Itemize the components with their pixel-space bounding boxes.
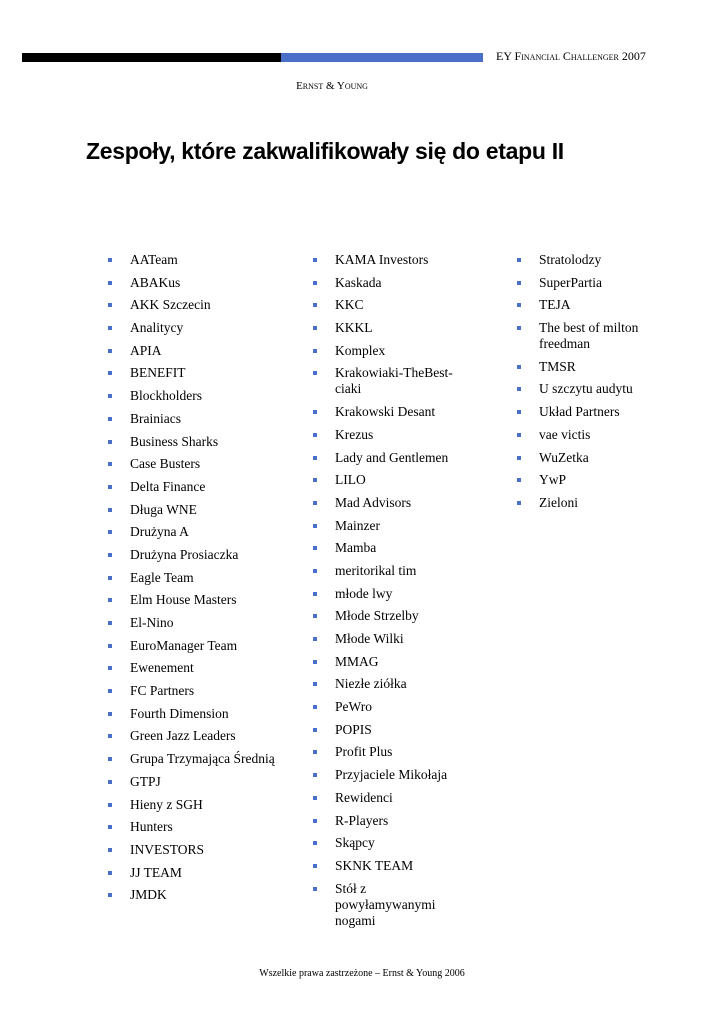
team-list-item [517, 495, 657, 511]
team-name: WuZetka [539, 449, 589, 465]
square-bullet-icon [108, 848, 112, 852]
square-bullet-icon [108, 394, 112, 398]
team-list-item [108, 297, 278, 313]
square-bullet-icon [517, 303, 521, 307]
team-list-item [108, 411, 278, 427]
team-list-item [313, 472, 463, 488]
team-list-item [108, 547, 278, 563]
square-bullet-icon [517, 478, 521, 482]
page-footer: Wszelkie prawa zastrzeżone – Ernst & Young 2006 [259, 968, 465, 979]
square-bullet-icon [108, 689, 112, 693]
square-bullet-icon [108, 712, 112, 716]
header-bar-blue [281, 53, 483, 62]
square-bullet-icon [313, 819, 317, 823]
team-list-item [108, 683, 278, 699]
team-name: Blockholders [130, 388, 202, 404]
square-bullet-icon [517, 365, 521, 369]
square-bullet-icon [313, 637, 317, 641]
square-bullet-icon [517, 501, 521, 505]
team-list-item [517, 359, 657, 375]
team-name: Krakowiaki-TheBest-ciaki [335, 365, 453, 397]
square-bullet-icon [108, 417, 112, 421]
team-name: MMAG [335, 653, 379, 669]
team-list-item [313, 858, 463, 874]
square-bullet-icon [108, 757, 112, 761]
team-name: Stół z powyłamywanymi nogami [335, 880, 436, 928]
square-bullet-icon [108, 440, 112, 444]
square-bullet-icon [517, 258, 521, 262]
team-list-item [108, 819, 278, 835]
team-name: POPIS [335, 721, 372, 737]
square-bullet-icon [313, 750, 317, 754]
team-list-item [108, 887, 278, 903]
team-name: Młode Strzelby [335, 608, 419, 624]
square-bullet-icon [108, 734, 112, 738]
team-name: INVESTORS [130, 841, 205, 857]
square-bullet-icon [313, 569, 317, 573]
team-list-item [313, 252, 463, 268]
team-list-item [108, 751, 278, 767]
team-name: PeWro [335, 699, 372, 715]
team-list-item [108, 865, 278, 881]
team-list-item [108, 615, 278, 631]
square-bullet-icon [313, 456, 317, 460]
team-name: AATeam [130, 252, 178, 267]
square-bullet-icon [313, 796, 317, 800]
team-list-item [517, 450, 657, 466]
team-name: Drużyna Prosiaczka [130, 546, 239, 562]
team-list-item [313, 427, 463, 443]
team-name: Kaskada [335, 274, 382, 290]
team-list-item [517, 320, 657, 352]
team-list-item [313, 722, 463, 738]
team-list-item [108, 842, 278, 858]
square-bullet-icon [517, 387, 521, 391]
team-list-item [108, 638, 278, 654]
team-name: Stratolodzy [539, 252, 602, 267]
team-name: Lady and Gentlemen [335, 449, 449, 465]
team-list-item [313, 608, 463, 624]
team-name: Drużyna A [130, 524, 189, 540]
square-bullet-icon [108, 303, 112, 307]
square-bullet-icon [517, 326, 521, 330]
square-bullet-icon [313, 258, 317, 262]
team-name: YwP [539, 472, 567, 488]
team-list-item [108, 343, 278, 359]
square-bullet-icon [313, 371, 317, 375]
team-name: Krakowski Desant [335, 404, 436, 420]
team-list-item [108, 774, 278, 790]
team-name: Krezus [335, 426, 374, 442]
square-bullet-icon [313, 614, 317, 618]
square-bullet-icon [108, 462, 112, 466]
team-list-item [108, 275, 278, 291]
square-bullet-icon [313, 705, 317, 709]
team-name: vae victis [539, 426, 591, 442]
team-name: SuperPartia [539, 274, 602, 290]
square-bullet-icon [313, 349, 317, 353]
team-name: młode lwy [335, 585, 393, 601]
square-bullet-icon [313, 478, 317, 482]
team-name: BENEFIT [130, 365, 186, 381]
square-bullet-icon [313, 682, 317, 686]
team-name: Mad Advisors [335, 494, 412, 510]
square-bullet-icon [313, 326, 317, 330]
team-name: Business Sharks [130, 433, 219, 449]
square-bullet-icon [313, 524, 317, 528]
team-name: KAMA Investors [335, 252, 429, 267]
team-list-item [517, 404, 657, 420]
team-list-item [517, 381, 657, 397]
team-list-item [108, 797, 278, 813]
team-list-item [313, 813, 463, 829]
team-list-item [313, 365, 463, 397]
team-name: Green Jazz Leaders [130, 728, 236, 744]
team-list-column-2 [313, 252, 463, 935]
square-bullet-icon [517, 433, 521, 437]
team-name: Mamba [335, 540, 377, 556]
team-list-column-1 [108, 252, 278, 910]
team-name: Eagle Team [130, 569, 194, 585]
team-name: Rewidenci [335, 789, 393, 805]
team-list-item [313, 767, 463, 783]
square-bullet-icon [108, 349, 112, 353]
team-list-item [108, 660, 278, 676]
team-name: TMSR [539, 358, 576, 374]
team-name: R-Players [335, 812, 389, 828]
team-name: FC Partners [130, 683, 195, 699]
team-name: TEJA [539, 297, 571, 313]
square-bullet-icon [108, 893, 112, 897]
header-bar-black [22, 53, 281, 62]
square-bullet-icon [108, 871, 112, 875]
square-bullet-icon [313, 841, 317, 845]
square-bullet-icon [108, 371, 112, 375]
team-list-item [517, 275, 657, 291]
square-bullet-icon [108, 666, 112, 670]
square-bullet-icon [313, 281, 317, 285]
team-name: Hunters [130, 819, 173, 835]
team-name: EuroManager Team [130, 637, 238, 653]
team-list-item [108, 592, 278, 608]
team-list-item [313, 320, 463, 336]
team-list-item [313, 540, 463, 556]
team-list-item [108, 365, 278, 381]
square-bullet-icon [313, 864, 317, 868]
team-list-item [108, 252, 278, 268]
team-name: Case Busters [130, 456, 201, 472]
square-bullet-icon [313, 303, 317, 307]
team-name: Profit Plus [335, 744, 393, 760]
team-name: U szczytu audytu [539, 381, 633, 397]
team-list-item [108, 728, 278, 744]
team-list-item [517, 252, 657, 268]
team-name: Mainzer [335, 517, 380, 533]
team-list-item [108, 570, 278, 586]
team-name: Komplex [335, 342, 386, 358]
team-list-item [313, 744, 463, 760]
square-bullet-icon [108, 508, 112, 512]
team-list-item [108, 320, 278, 336]
team-list-item [108, 524, 278, 540]
team-name: KKC [335, 297, 364, 313]
square-bullet-icon [313, 592, 317, 596]
team-name: LILO [335, 472, 366, 488]
square-bullet-icon [517, 410, 521, 414]
team-list-item [517, 297, 657, 313]
team-name: El-Nino [130, 615, 174, 630]
team-name: Hieny z SGH [130, 796, 203, 812]
team-name: AKK Szczecin [130, 297, 211, 313]
team-list-item [313, 450, 463, 466]
team-name: APIA [130, 342, 162, 358]
team-name: Skąpcy [335, 835, 375, 851]
square-bullet-icon [108, 258, 112, 262]
team-list-item [313, 495, 463, 511]
team-name: Zieloni [539, 494, 578, 510]
square-bullet-icon [313, 546, 317, 550]
team-list-item [313, 699, 463, 715]
square-bullet-icon [313, 728, 317, 732]
square-bullet-icon [313, 887, 317, 891]
square-bullet-icon [108, 485, 112, 489]
team-list-item [313, 835, 463, 851]
team-name: The best of milton freedman [539, 320, 639, 352]
square-bullet-icon [517, 281, 521, 285]
team-list-item [108, 706, 278, 722]
square-bullet-icon [108, 598, 112, 602]
team-list-item [313, 343, 463, 359]
square-bullet-icon [108, 803, 112, 807]
square-bullet-icon [108, 530, 112, 534]
square-bullet-icon [108, 553, 112, 557]
team-name: JMDK [130, 887, 167, 903]
team-name: Przyjaciele Mikołaja [335, 767, 448, 783]
page-title: Zespoły, które zakwalifikowały się do etapu II [86, 138, 564, 164]
team-name: Grupa Trzymająca Średnią [130, 751, 275, 767]
team-name: Niezłe ziółka [335, 676, 407, 692]
team-list-item [313, 297, 463, 313]
team-list-item [517, 472, 657, 488]
square-bullet-icon [313, 773, 317, 777]
team-list-item [313, 586, 463, 602]
team-list-column-3 [517, 252, 657, 518]
square-bullet-icon [313, 410, 317, 414]
square-bullet-icon [108, 780, 112, 784]
square-bullet-icon [108, 576, 112, 580]
square-bullet-icon [313, 501, 317, 505]
team-list-item [108, 388, 278, 404]
square-bullet-icon [108, 621, 112, 625]
team-list-item [108, 502, 278, 518]
team-name: Fourth Dimension [130, 705, 229, 721]
square-bullet-icon [108, 644, 112, 648]
square-bullet-icon [517, 456, 521, 460]
team-name: GTPJ [130, 773, 161, 789]
team-list-item [313, 790, 463, 806]
team-name: Brainiacs [130, 410, 181, 426]
team-name: Analitycy [130, 320, 184, 336]
square-bullet-icon [108, 825, 112, 829]
team-name: Młode Wilki [335, 631, 404, 646]
team-list-item [313, 631, 463, 647]
header-company-name: Ernst & Young [296, 80, 368, 92]
team-name: Elm House Masters [130, 592, 237, 608]
square-bullet-icon [313, 433, 317, 437]
team-list-item [313, 518, 463, 534]
team-list-item [313, 881, 463, 929]
team-name: SKNK TEAM [335, 857, 414, 873]
team-list-item [313, 654, 463, 670]
team-list-item [108, 434, 278, 450]
team-name: meritorikal tim [335, 562, 417, 578]
team-list-item [313, 676, 463, 692]
header-event-name: EY Financial Challenger 2007 [496, 49, 646, 63]
team-name: ABAKus [130, 274, 181, 290]
team-name: Ewenement [130, 660, 194, 676]
team-list-item [313, 563, 463, 579]
team-name: Długa WNE [130, 501, 197, 517]
team-list-item [108, 456, 278, 472]
team-name: Delta Finance [130, 478, 206, 494]
team-list-item [313, 275, 463, 291]
team-list-item [108, 479, 278, 495]
square-bullet-icon [108, 326, 112, 330]
team-list-item [313, 404, 463, 420]
square-bullet-icon [108, 281, 112, 285]
team-name: JJ TEAM [130, 864, 182, 880]
team-list-item [517, 427, 657, 443]
square-bullet-icon [313, 660, 317, 664]
team-name: KKKL [335, 320, 373, 336]
team-name: Układ Partners [539, 404, 620, 420]
